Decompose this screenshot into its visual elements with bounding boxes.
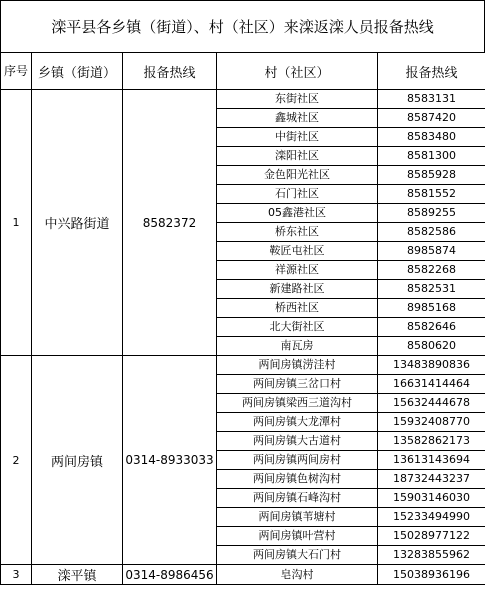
cell-village-hotline: 15038936196 xyxy=(378,565,485,585)
table-row xyxy=(1,565,485,585)
cell-village-hotline: 8583131 xyxy=(378,90,485,109)
cell-village: 两间房镇两间房村 xyxy=(217,451,378,470)
document-title: 滦平县各乡镇（街道）、村（社区）来滦返滦人员报备热线 xyxy=(0,0,485,52)
cell-village-hotline: 13613143694 xyxy=(378,451,485,470)
cell-town-hotline: 8582372 xyxy=(123,90,217,356)
cell-village: 石门社区 xyxy=(217,185,378,204)
cell-village: 祥源社区 xyxy=(217,261,378,280)
cell-seq: 3 xyxy=(1,565,32,585)
cell-village: 两间房镇色树沟村 xyxy=(217,470,378,489)
cell-village: 东街社区 xyxy=(217,90,378,109)
header-village-hotline: 报备热线 xyxy=(378,53,485,90)
cell-village-hotline: 8985168 xyxy=(378,299,485,318)
cell-village: 北大街社区 xyxy=(217,318,378,337)
cell-village: 桥东社区 xyxy=(217,223,378,242)
cell-village: 南瓦房 xyxy=(217,337,378,356)
cell-village: 05鑫港社区 xyxy=(217,204,378,223)
cell-village: 两间房镇石峰沟村 xyxy=(217,489,378,508)
table-header-row xyxy=(1,53,485,90)
cell-village-hotline: 8587420 xyxy=(378,109,485,128)
cell-village: 鞍匠屯社区 xyxy=(217,242,378,261)
hotline-table xyxy=(0,52,485,585)
cell-village-hotline: 8582268 xyxy=(378,261,485,280)
cell-village: 桥西社区 xyxy=(217,299,378,318)
cell-seq: 1 xyxy=(1,90,32,356)
cell-village: 金色阳光社区 xyxy=(217,166,378,185)
cell-seq: 2 xyxy=(1,356,32,565)
cell-town: 两间房镇 xyxy=(32,356,123,565)
cell-village-hotline: 8589255 xyxy=(378,204,485,223)
cell-village: 皂沟村 xyxy=(217,565,378,585)
table-row xyxy=(1,90,485,109)
cell-village-hotline: 8581300 xyxy=(378,147,485,166)
cell-village-hotline: 13283855962 xyxy=(378,546,485,565)
cell-village: 中街社区 xyxy=(217,128,378,147)
cell-village-hotline: 8582646 xyxy=(378,318,485,337)
cell-village-hotline: 8585928 xyxy=(378,166,485,185)
cell-village-hotline: 15028977122 xyxy=(378,527,485,546)
cell-village-hotline: 13483890836 xyxy=(378,356,485,375)
header-town: 乡镇（街道） xyxy=(32,53,123,90)
cell-village-hotline: 8580620 xyxy=(378,337,485,356)
cell-village: 两间房镇大石门村 xyxy=(217,546,378,565)
cell-village: 两间房镇苇塘村 xyxy=(217,508,378,527)
table-row xyxy=(1,356,485,375)
cell-town: 中兴路街道 xyxy=(32,90,123,356)
cell-town-hotline: 0314-8933033 xyxy=(123,356,217,565)
cell-town: 滦平镇 xyxy=(32,565,123,585)
cell-village: 两间房镇梁西三道沟村 xyxy=(217,394,378,413)
header-village: 村（社区） xyxy=(217,53,378,90)
cell-village: 两间房镇叶营村 xyxy=(217,527,378,546)
cell-village: 两间房镇涝洼村 xyxy=(217,356,378,375)
cell-village-hotline: 18732443237 xyxy=(378,470,485,489)
cell-town-hotline: 0314-8986456 xyxy=(123,565,217,585)
cell-village: 两间房镇大龙潭村 xyxy=(217,413,378,432)
cell-village: 滦阳社区 xyxy=(217,147,378,166)
cell-village-hotline: 15233494990 xyxy=(378,508,485,527)
header-hotline: 报备热线 xyxy=(123,53,217,90)
cell-village: 鑫城社区 xyxy=(217,109,378,128)
cell-village: 两间房镇三岔口村 xyxy=(217,375,378,394)
cell-village-hotline: 15632444678 xyxy=(378,394,485,413)
cell-village: 两间房镇大古道村 xyxy=(217,432,378,451)
cell-village: 新建路社区 xyxy=(217,280,378,299)
cell-village-hotline: 8581552 xyxy=(378,185,485,204)
cell-village-hotline: 13582862173 xyxy=(378,432,485,451)
cell-village-hotline: 8985874 xyxy=(378,242,485,261)
cell-village-hotline: 8582586 xyxy=(378,223,485,242)
cell-village-hotline: 8583480 xyxy=(378,128,485,147)
cell-village-hotline: 15932408770 xyxy=(378,413,485,432)
header-seq: 序号 xyxy=(1,53,32,90)
cell-village-hotline: 15903146030 xyxy=(378,489,485,508)
table-body xyxy=(1,90,485,585)
cell-village-hotline: 8582531 xyxy=(378,280,485,299)
cell-village-hotline: 16631414464 xyxy=(378,375,485,394)
